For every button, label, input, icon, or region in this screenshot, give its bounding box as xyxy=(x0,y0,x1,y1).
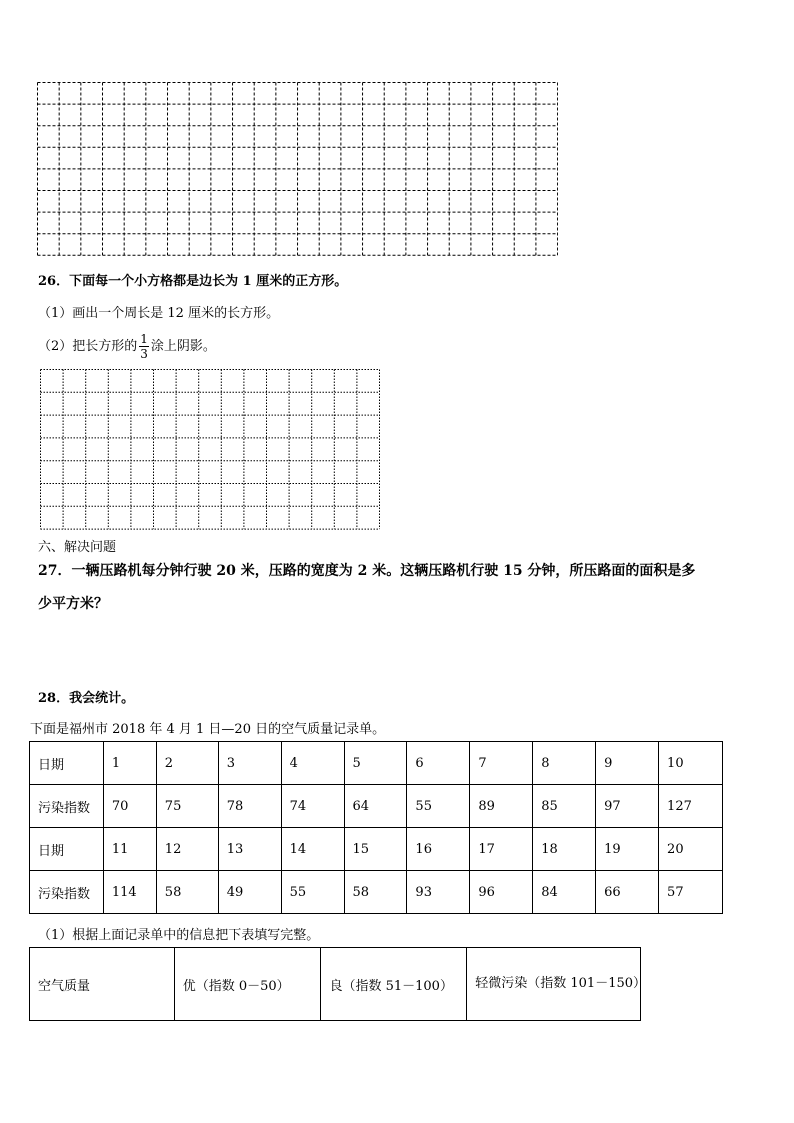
table-row xyxy=(30,828,723,871)
question-28-intro: 下面是福州市 2018 年 4 月 1 日—20 日的空气质量记录单。 xyxy=(30,722,386,737)
table-cell: 58 xyxy=(344,871,407,914)
table-cell: 58 xyxy=(156,871,218,914)
table-cell: 15 xyxy=(344,828,407,871)
table-cell: 2 xyxy=(156,742,218,785)
table-cell: 64 xyxy=(344,785,407,828)
table-cell: 74 xyxy=(281,785,344,828)
table-cell: 75 xyxy=(156,785,218,828)
fraction-one-third xyxy=(139,333,149,360)
question-27-line-1: 27．一辆压路机每分钟行驶 20 米，压路的宽度为 2 米。这辆压路机行驶 15 分钟，所压路面的面积是多 xyxy=(38,563,696,579)
table-cell: 10 xyxy=(659,742,723,785)
table-cell: 18 xyxy=(533,828,596,871)
row-header-cell: 污染指数 xyxy=(30,785,104,828)
table-cell: 8 xyxy=(533,742,596,785)
table-cell: 84 xyxy=(533,871,596,914)
table-cell: 66 xyxy=(596,871,659,914)
table-cell: 6 xyxy=(407,742,470,785)
table-cell: 4 xyxy=(281,742,344,785)
table-cell: 3 xyxy=(218,742,281,785)
drawing-grid-top[interactable] xyxy=(37,82,558,256)
table-cell: 57 xyxy=(659,871,723,914)
row-header-cell: 日期 xyxy=(30,828,104,871)
row-header-cell: 污染指数 xyxy=(30,871,104,914)
question-26-part-1: （1）画出一个周长是 12 厘米的长方形。 xyxy=(38,306,280,321)
table-row xyxy=(30,785,723,828)
category-light-pollution-cell: 轻微污染（指数 101－150） xyxy=(467,948,641,1021)
table-cell: 19 xyxy=(596,828,659,871)
table-cell: 12 xyxy=(156,828,218,871)
table-cell: 93 xyxy=(407,871,470,914)
table-cell: 14 xyxy=(281,828,344,871)
table-cell: 70 xyxy=(103,785,156,828)
table-cell: 17 xyxy=(470,828,533,871)
table-cell: 55 xyxy=(407,785,470,828)
table-cell: 114 xyxy=(103,871,156,914)
table-cell: 96 xyxy=(470,871,533,914)
table-cell: 85 xyxy=(533,785,596,828)
table-cell: 127 xyxy=(659,785,723,828)
question-26-stem: 26．下面每一个小方格都是边长为 1 厘米的正方形。 xyxy=(38,274,348,289)
air-quality-record-table xyxy=(29,741,723,914)
table-cell: 13 xyxy=(218,828,281,871)
category-good-cell: 良（指数 51－100） xyxy=(321,948,467,1021)
question-27-line-2: 少平方米？ xyxy=(38,596,108,612)
table-row xyxy=(30,742,723,785)
section-6-title: 六、解决问题 xyxy=(38,540,117,555)
table-cell: 97 xyxy=(596,785,659,828)
part-2-prefix: （2）把长方形的 xyxy=(38,339,138,354)
category-header-cell: 空气质量 xyxy=(30,948,175,1021)
drawing-grid-q26[interactable] xyxy=(40,369,381,530)
part-2-suffix: 涂上阴影。 xyxy=(150,339,216,354)
question-28-stem: 28．我会统计。 xyxy=(38,691,135,706)
table-cell: 11 xyxy=(103,828,156,871)
question-28-part-1: （1）根据上面记录单中的信息把下表填写完整。 xyxy=(38,928,320,943)
air-quality-category-table xyxy=(29,947,647,1021)
fraction-denominator: 3 xyxy=(140,347,148,361)
category-excellent-cell: 优（指数 0－50） xyxy=(174,948,321,1021)
table-cell: 78 xyxy=(218,785,281,828)
table-cell: 20 xyxy=(659,828,723,871)
question-26-part-2 xyxy=(38,330,216,364)
fraction-numerator: 1 xyxy=(140,332,148,346)
table-cell: 1 xyxy=(103,742,156,785)
table-cell: 49 xyxy=(218,871,281,914)
table-cell: 9 xyxy=(596,742,659,785)
table-cell: 7 xyxy=(470,742,533,785)
table-cell: 55 xyxy=(281,871,344,914)
table-cell: 89 xyxy=(470,785,533,828)
table-cell: 16 xyxy=(407,828,470,871)
table-cell: 5 xyxy=(344,742,407,785)
row-header-cell: 日期 xyxy=(30,742,104,785)
table-row xyxy=(30,871,723,914)
